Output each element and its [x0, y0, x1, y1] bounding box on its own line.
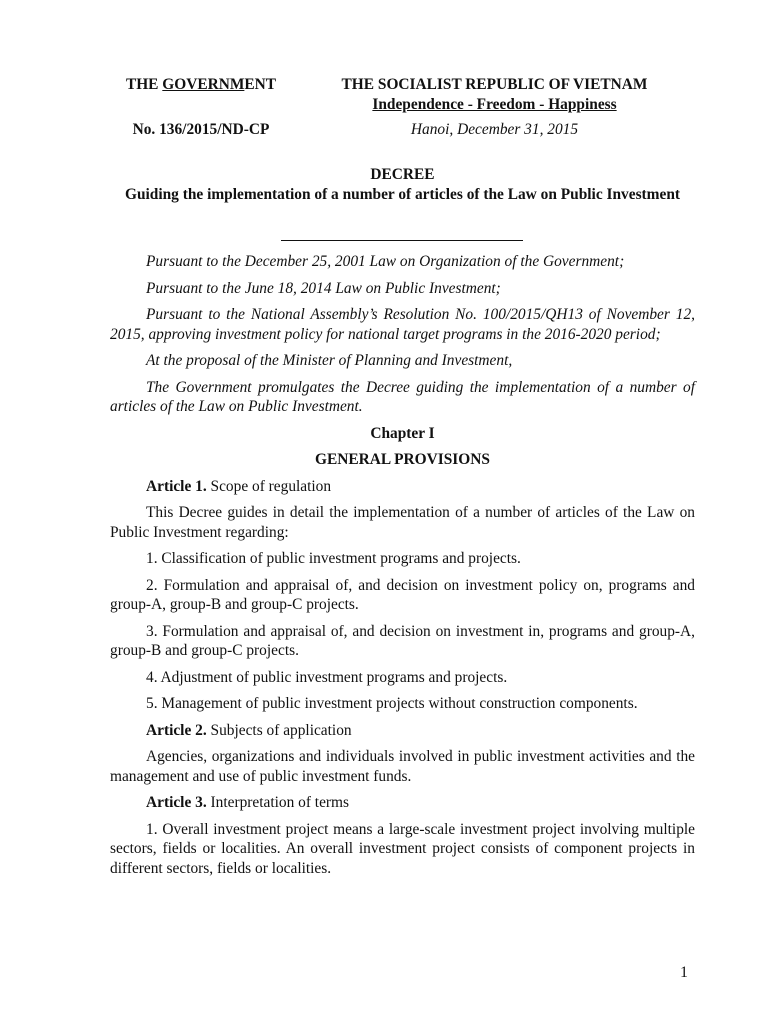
issuing-body: [96, 76, 306, 94]
chapter-name: GENERAL PROVISIONS: [315, 451, 490, 468]
document-number: No. 136/2015/ND-CP: [132, 121, 270, 138]
article-paragraph: Agencies, organizations and individuals involved in public investment activities and the management and use of public investment funds.: [110, 748, 695, 785]
article-item: 5. Management of public investment projects without construction components.: [146, 695, 638, 712]
national-name: THE SOCIALIST REPUBLIC OF VIETNAM: [341, 76, 648, 93]
document-title: [110, 165, 695, 204]
article-label: Article 3.: [146, 794, 207, 811]
document-kind: DECREE: [370, 166, 435, 183]
preamble-paragraph: Pursuant to the National Assembly’s Resolution No. 100/2015/QH13 of November 12, 2015, approving investment policy for national target programs in the 2016-2020 period;: [110, 306, 695, 343]
article-paragraph: This Decree guides in detail the implementation of a number of articles of the Law on Public Investment regarding:: [110, 504, 695, 541]
article-item: 1. Classification of public investment programs and projects.: [146, 550, 521, 567]
document-body: [110, 252, 695, 885]
chapter-number: Chapter I: [370, 424, 435, 442]
article-item: 2. Formulation and appraisal of, and decision on investment policy on, programs and group-A, group-B and group-C projects.: [110, 576, 695, 613]
title-divider: [281, 240, 523, 241]
article-label: Article 1.: [146, 477, 207, 495]
article-item: 4. Adjustment of public investment programs and projects.: [146, 668, 508, 686]
article-title: Subjects of application: [206, 721, 352, 739]
page-number: 1: [680, 964, 688, 981]
article-label: Article 2.: [146, 721, 207, 739]
article-title: Interpretation of terms: [206, 794, 349, 811]
article-item: 1. Overall investment project means a large-scale investment project involving multiple sectors, fields or localities. An overall investment project consists of component projects in different sectors, fields or localities.: [110, 820, 695, 877]
place-date: Hanoi, December 31, 2015: [410, 121, 579, 138]
preamble-paragraph: The Government promulgates the Decree guiding the implementation of a number of articles of the Law on Public Investment.: [110, 378, 695, 415]
article-heading: [110, 477, 695, 497]
issuing-body-prefix: THE: [125, 76, 163, 93]
article-title: Scope of regulation: [206, 477, 332, 495]
preamble-paragraph: Pursuant to the June 18, 2014 Law on Public Investment;: [146, 279, 501, 297]
article-heading: [110, 793, 695, 813]
article-item: 3. Formulation and appraisal of, and decision on investment in, programs and group-A, group-B and group-C projects.: [110, 622, 695, 659]
national-motto-text: Independence - Freedom - Happiness: [372, 96, 617, 113]
article-heading: [110, 721, 695, 741]
issuing-body-underlined: GOVERNM: [162, 76, 245, 93]
preamble-paragraph: Pursuant to the December 25, 2001 Law on Organization of the Government;: [146, 253, 625, 270]
document-subject: Guiding the implementation of a number of articles of the Law on Public Investment: [124, 185, 681, 203]
issuing-body-suffix: ENT: [244, 76, 277, 93]
preamble-paragraph: At the proposal of the Minister of Planning and Investment,: [146, 352, 513, 369]
national-motto: [316, 96, 673, 114]
